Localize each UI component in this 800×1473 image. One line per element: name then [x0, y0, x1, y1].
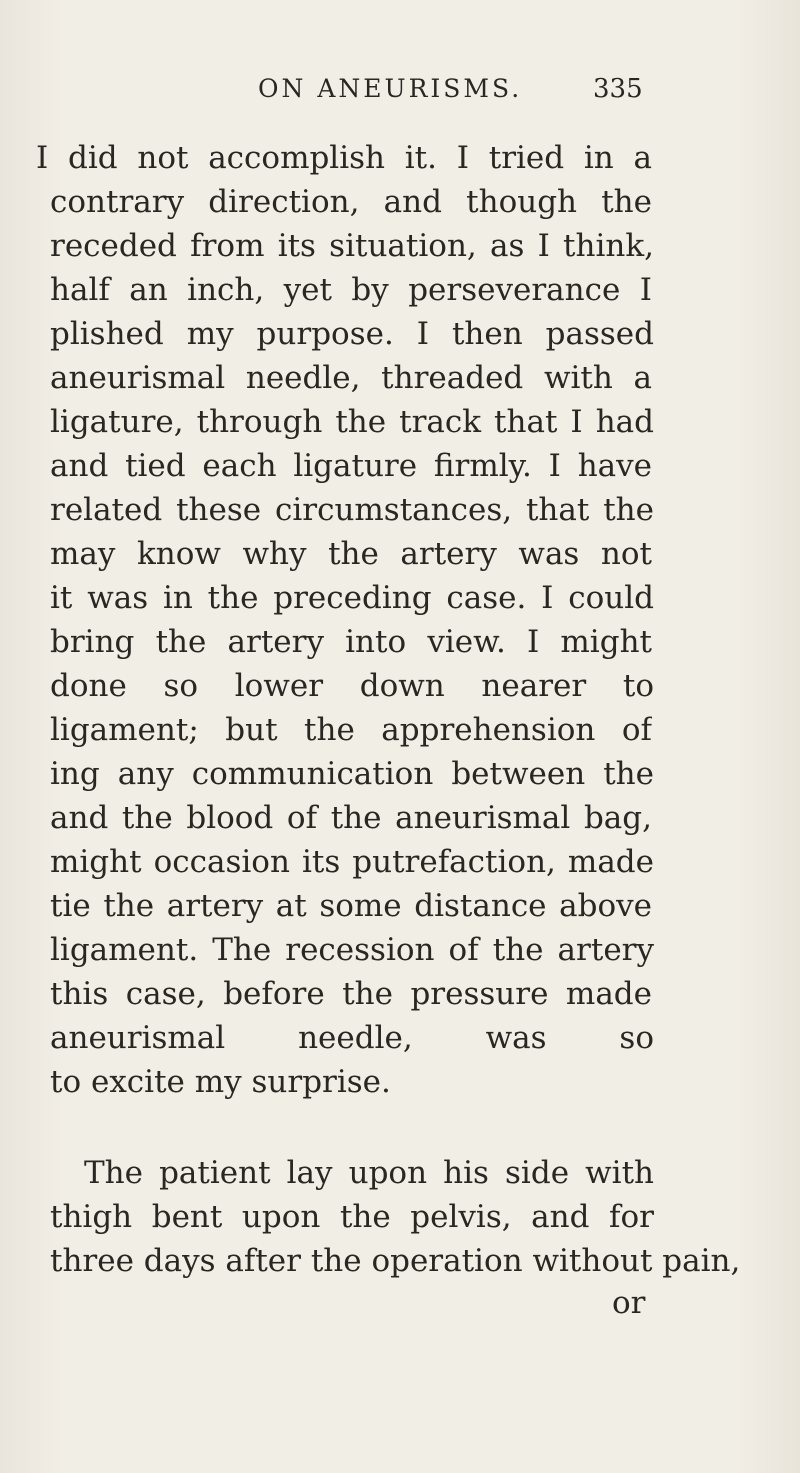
text-line: and the blood of the aneurismal bag,: [50, 800, 652, 836]
text-line: ligament; but the apprehension of: [50, 712, 652, 748]
text-line: bring the artery into view. I might: [50, 624, 652, 660]
running-head: [0, 74, 800, 114]
text-line: half an inch, yet by perseverance I: [50, 272, 652, 308]
text-line: done so lower down nearer to: [50, 668, 654, 704]
text-line: I did not accomplish it. I tried in a: [36, 140, 652, 176]
running-title: ON ANEURISMS.: [258, 74, 523, 103]
text-line: might occasion its putrefaction, made: [50, 844, 654, 880]
text-line: ing any communication between the: [50, 756, 654, 792]
text-line: this case, before the pressure made: [50, 976, 652, 1012]
text-line: The patient lay upon his side with: [84, 1155, 654, 1191]
page-number: 335: [593, 74, 643, 104]
catchword: or: [612, 1285, 646, 1321]
text-line: aneurismal needle, threaded with a: [50, 360, 652, 396]
text-line: to excite my surprise.: [50, 1064, 391, 1100]
text-line: aneurismal needle, was so: [50, 1020, 654, 1056]
text-line: tie the artery at some distance above: [50, 888, 652, 924]
text-line: related these circumstances, that the: [50, 492, 654, 528]
text-line: plished my purpose. I then passed: [50, 316, 654, 352]
text-line: and tied each ligature firmly. I have: [50, 448, 652, 484]
text-line: it was in the preceding case. I could: [50, 580, 654, 616]
text-line: ligature, through the track that I had: [50, 404, 654, 440]
text-line: ligament. The recession of the artery: [50, 932, 654, 968]
text-line: receded from its situation, as I think,: [50, 228, 654, 264]
text-line: thigh bent upon the pelvis, and for: [50, 1199, 654, 1235]
text-line: three days after the operation without pain,: [50, 1243, 741, 1279]
text-line: contrary direction, and though the: [50, 184, 652, 220]
text-line: may know why the artery was not: [50, 536, 652, 572]
